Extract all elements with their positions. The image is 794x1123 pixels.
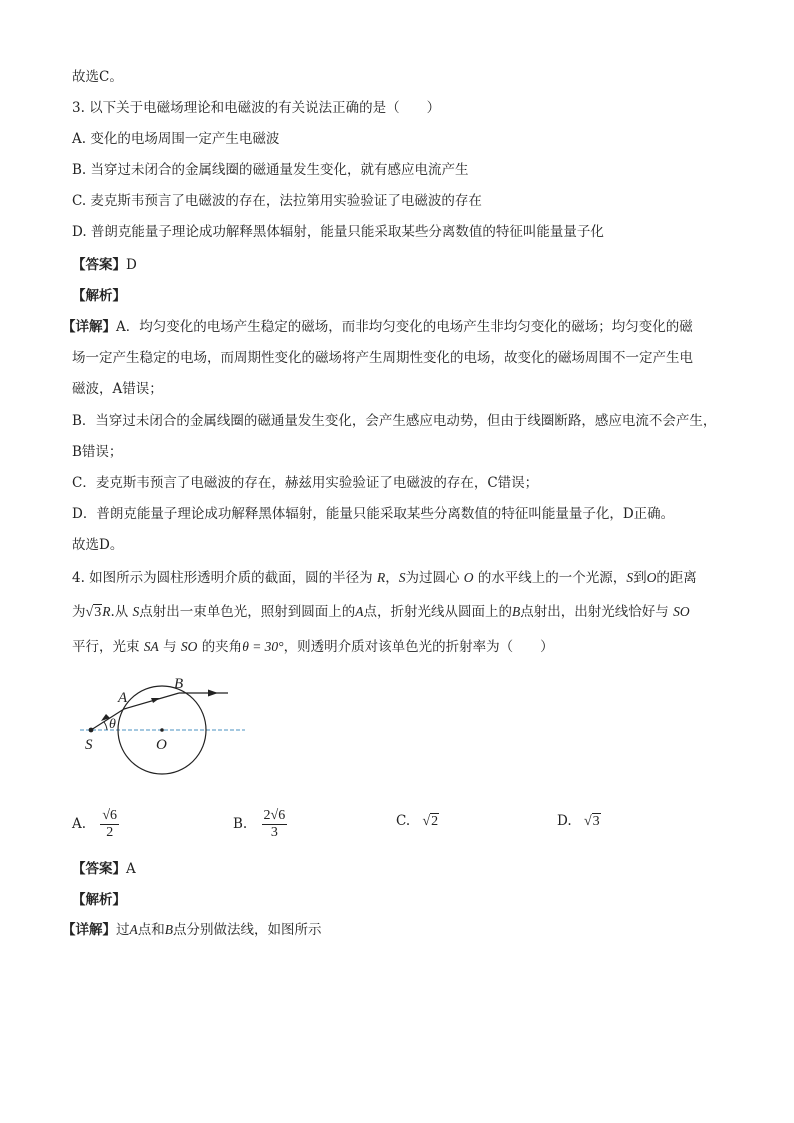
detail-line-7: D．普朗克能量子理论成功解释黑体辐射，能量只能采取某些分离数值的特征叫能量量子化，D正确。 (72, 506, 675, 522)
theta-arc (104, 722, 107, 730)
label-O: O (156, 737, 167, 753)
label-A: A (118, 690, 128, 706)
answer-tag: 【答案】 (72, 257, 126, 273)
detail-tag: 【详解】 (62, 319, 116, 335)
label-B: B (174, 676, 184, 692)
label-theta: θ (109, 717, 116, 732)
emergent-arrow (208, 690, 218, 697)
question-3-stem: 3. 以下关于电磁场理论和电磁波的有关说法正确的是（ ） (72, 100, 441, 116)
optics-figure (80, 670, 260, 785)
question-4-line-2: 为√3R.从 S点射出一束单色光，照射到圆面上的A点，折射光线从圆面上的B点射出，出射光线恰好与 SO (72, 604, 690, 620)
answer-value: D (126, 257, 137, 273)
analysis-tag-2: 【解析】 (72, 892, 126, 908)
detail-line-2: 场一定产生稳定的电场，而周期性变化的磁场将产生周期性变化的电场，故变化的磁场周围不一定产生电 (72, 350, 693, 366)
refracted-arrow (151, 698, 160, 703)
question-3-option-a: A. 变化的电场周围一定产生电磁波 (72, 131, 280, 147)
option-a: A. $\frac{√6}{2}$ (72, 808, 118, 840)
refracted-ray (124, 693, 179, 709)
analysis-tag: 【解析】 (72, 288, 126, 304)
detail-line-3: 磁波，A错误； (72, 381, 163, 397)
detail-line-6: C．麦克斯韦预言了电磁波的存在，赫兹用实验验证了电磁波的存在，C错误； (72, 475, 539, 491)
conclusion-line-2: 故选D。 (72, 537, 124, 553)
option-b: B. $\frac{2√6}{3}$ (233, 808, 286, 840)
label-S: S (85, 737, 93, 753)
detail-line-4: B．当穿过未闭合的金属线圈的磁通量发生变化，会产生感应电动势，但由于线圈断路，感应电流不会产生， (72, 413, 717, 429)
detail-line-final: 【详解】过A点和B点分别做法线，如图所示 (62, 922, 322, 938)
question-3-option-d: D. 普朗克能量子理论成功解释黑体辐射，能量只能采取某些分离数值的特征叫能量量子化 (72, 224, 604, 240)
answer-line (72, 256, 137, 274)
center-point (160, 728, 164, 732)
option-c: C. √2 (396, 813, 439, 829)
detail-line-1: 【详解】A．均匀变化的电场产生稳定的磁场，而非均匀变化的电场产生非均匀变化的磁场；均匀变化的磁 (62, 319, 693, 335)
sqrt-3-r: √3 (85, 605, 102, 620)
option-d: D. √3 (557, 813, 600, 829)
question-3-option-b: B. 当穿过未闭合的金属线圈的磁通量发生变化，就有感应电流产生 (72, 162, 469, 178)
conclusion-line: 故选C。 (72, 69, 123, 85)
question-4-line-1: 4. 如图所示为圆柱形透明介质的截面，圆的半径为 R，S为过圆心 O 的水平线上的一个光源，S到O的距离 (72, 570, 697, 586)
question-3-option-c: C. 麦克斯韦预言了电磁波的存在，法拉第用实验验证了电磁波的存在 (72, 193, 482, 209)
detail-line-5: B错误； (72, 444, 123, 460)
answer-line-2: 【答案】A (72, 861, 136, 877)
question-4-line-3: 平行，光束 SA 与 SO 的夹角θ = 30°，则透明介质对该单色光的折射率为（ ） (72, 639, 554, 655)
